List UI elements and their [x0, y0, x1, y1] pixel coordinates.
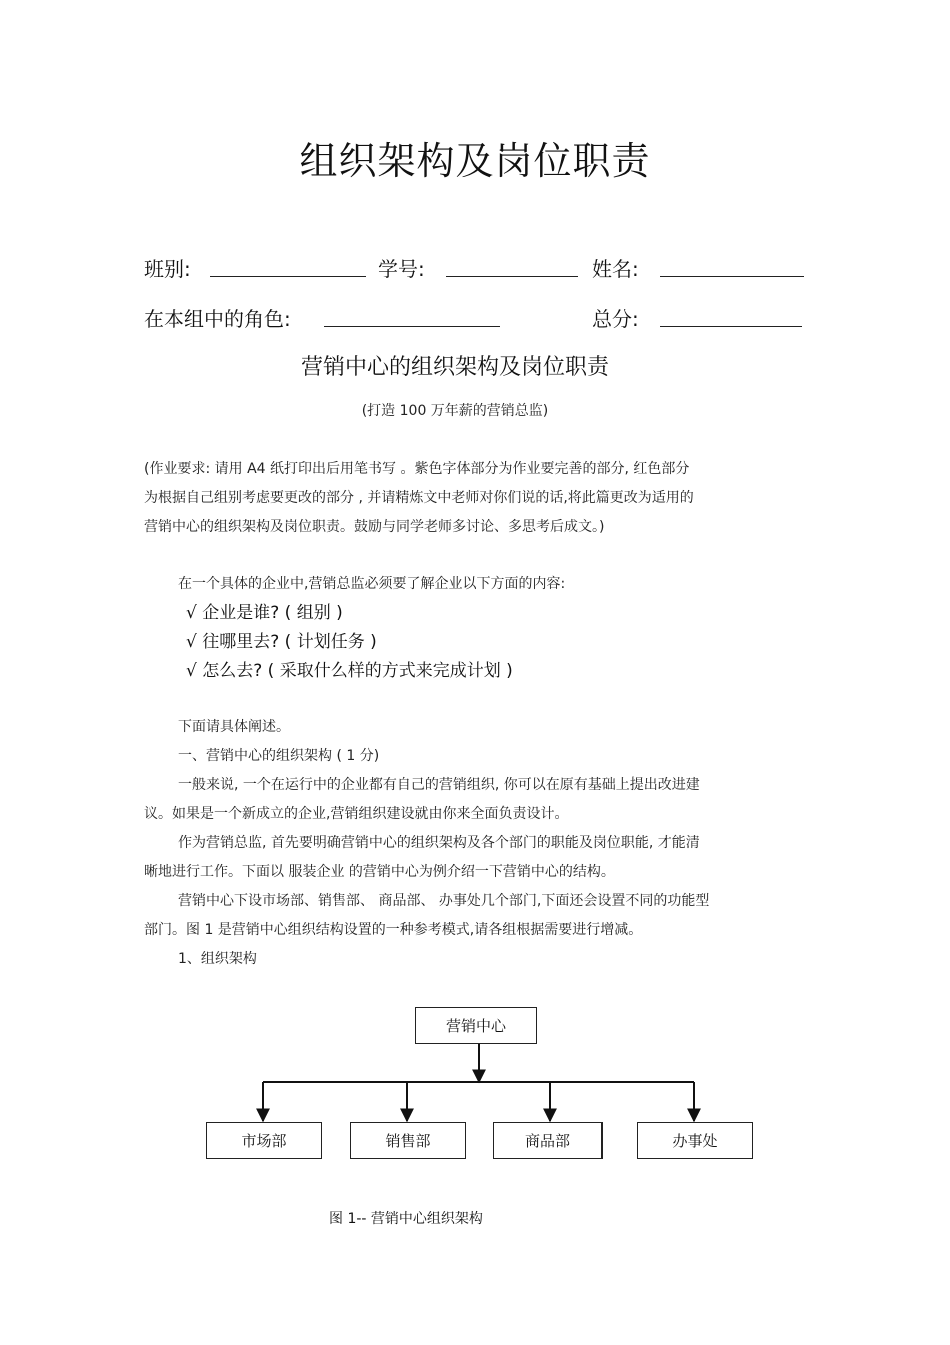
body-line: 一般来说, 一个在运行中的企业都有自己的营销组织, 你可以在原有基础上提出改进建: [178, 777, 700, 793]
question-item: √ 往哪里去? ( 计划任务 ): [186, 632, 377, 652]
org-node-merchandise: 商品部: [493, 1122, 603, 1159]
requirement-line: 营销中心的组织架构及岗位职责。鼓励与同学老师多讨论、多思考后成文。): [144, 519, 605, 535]
org-node-root: 营销中心: [415, 1007, 537, 1044]
body-line: 下面请具体阐述。: [178, 719, 290, 735]
body-line: 晰地进行工作。下面以 服装企业 的营销中心为例介绍一下营销中心的结构。: [144, 864, 615, 880]
figure-caption: 图 1-- 营销中心组织架构: [329, 1211, 483, 1227]
requirement-line: (作业要求: 请用 A4 纸打印出后用笔书写 。紫色字体部分为作业要完善的部分, 红色部分: [144, 461, 690, 477]
score-label: 总分:: [592, 307, 639, 331]
org-node-office: 办事处: [637, 1122, 753, 1159]
section-heading: 一、营销中心的组织架构 ( 1 分): [178, 748, 380, 764]
org-node-sales: 销售部: [350, 1122, 466, 1159]
name-label: 姓名:: [592, 257, 639, 281]
student-no-label: 学号:: [378, 257, 425, 281]
body-line: 营销中心下设市场部、销售部、 商品部、 办事处几个部门,下面还会设置不同的功能型: [178, 893, 710, 909]
question-item: √ 企业是谁? ( 组别 ): [186, 603, 343, 623]
role-label: 在本组中的角色:: [144, 307, 291, 331]
body-line: 作为营销总监, 首先要明确营销中心的组织架构及各个部门的职能及岗位职能, 才能清: [178, 835, 700, 851]
document-title: 组织架构及岗位职责: [299, 139, 651, 183]
subsection-heading: 1、组织架构: [178, 951, 257, 967]
section-tagline: (打造 100 万年薪的营销总监): [361, 403, 549, 419]
requirement-line: 为根据自己组别考虑要更改的部分 , 并请精炼文中老师对你们说的话,将此篇更改为适用的: [144, 490, 694, 506]
org-node-market: 市场部: [206, 1122, 322, 1159]
class-label: 班别:: [144, 257, 191, 281]
question-item: √ 怎么去? ( 采取什么样的方式来完成计划 ): [186, 661, 513, 681]
intro-text: 在一个具体的企业中,营销总监必须要了解企业以下方面的内容:: [178, 576, 566, 592]
section-subtitle: 营销中心的组织架构及岗位职责: [300, 355, 609, 380]
body-line: 部门。图 1 是营销中心组织结构设置的一种参考模式,请各组根据需要进行增减。: [144, 922, 643, 938]
body-line: 议。如果是一个新成立的企业,营销组织建设就由你来全面负责设计。: [144, 806, 569, 822]
